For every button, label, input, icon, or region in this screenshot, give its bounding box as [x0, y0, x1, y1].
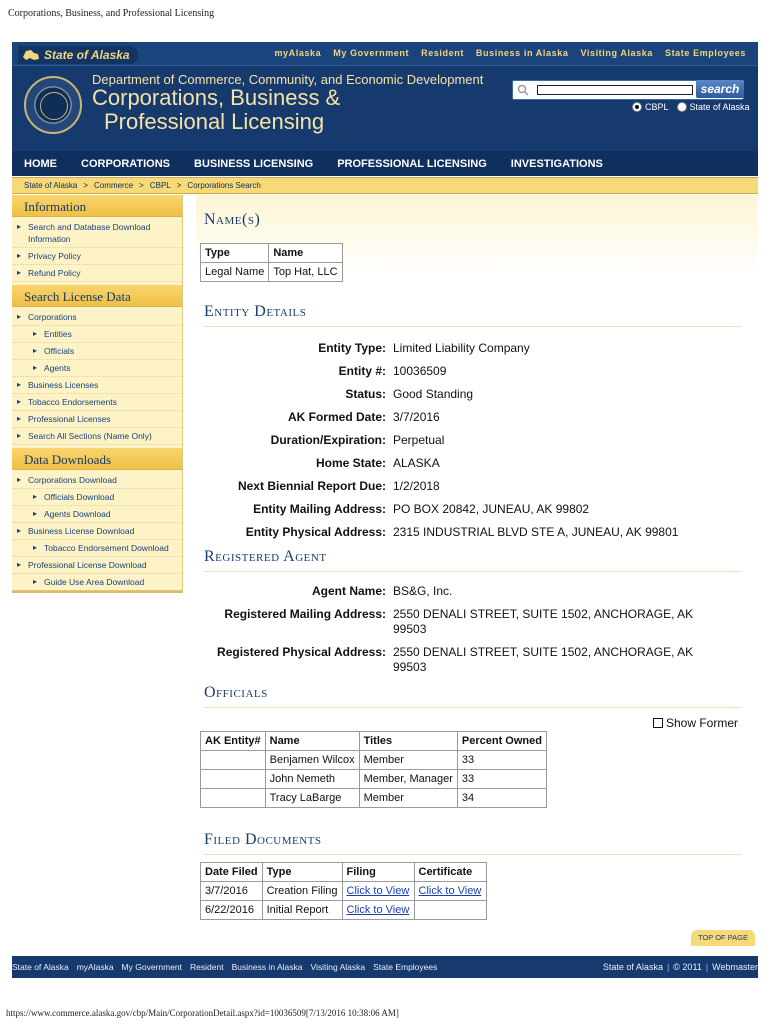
footer-right — [603, 962, 758, 972]
section-title-officials: Officials — [204, 684, 268, 701]
table-cell — [342, 901, 414, 920]
sidebar-heading-data-downloads: Data Downloads — [12, 448, 182, 470]
toplink-my-government[interactable]: My Government — [333, 48, 410, 58]
toplink-resident[interactable]: Resident — [421, 48, 464, 58]
click-to-view-link[interactable]: Click to View — [346, 904, 410, 916]
table-cell: John Nemeth — [265, 770, 359, 789]
alaska-map-icon — [22, 48, 40, 62]
radio-state-of-alaska[interactable] — [677, 102, 750, 112]
click-to-view-link[interactable]: Click to View — [346, 885, 410, 897]
table-header-row — [201, 244, 343, 263]
section-divider — [204, 571, 742, 572]
sidebar-item-officials-download[interactable]: ▸ Officials Download — [12, 489, 182, 506]
sidebar-item-agents[interactable]: ▸ Agents — [12, 360, 182, 377]
officials-table — [200, 731, 547, 808]
footer-link-state-of-alaska[interactable]: State of Alaska — [12, 962, 69, 972]
footer-link-state-employees[interactable]: State Employees — [373, 962, 438, 972]
column-header-filing: Filing — [342, 863, 414, 882]
sidebar-item-search-and-database-download-information[interactable]: ▸ Search and Database Download Information — [12, 219, 182, 248]
footer-state-of-alaska-link[interactable]: State of Alaska — [602, 962, 663, 972]
top-of-page-link[interactable]: TOP OF PAGE — [691, 930, 755, 946]
sidebar-item-officials[interactable]: ▸ Officials — [12, 343, 182, 360]
sidebar-heading-search-license-data: Search License Data — [12, 285, 182, 307]
sidebar-item-entities[interactable]: ▸ Entities — [12, 326, 182, 343]
detail-value: BS&G, Inc. — [393, 584, 453, 598]
table-cell — [201, 751, 266, 770]
table-cell: Member — [359, 789, 457, 808]
table-row — [201, 751, 547, 770]
breadcrumb-commerce[interactable]: Commerce — [94, 181, 134, 190]
detail-label: Duration/Expiration: — [270, 433, 386, 447]
detail-value: Limited Liability Company — [393, 341, 530, 355]
toplink-myalaska[interactable]: myAlaska — [274, 48, 322, 58]
menu-corporations[interactable]: CORPORATIONS — [81, 157, 171, 170]
table-cell — [414, 882, 486, 901]
top-links — [274, 48, 746, 58]
sidebar-item-guide-use-area-download[interactable]: ▸ Guide Use Area Download — [12, 574, 182, 591]
sidebar-heading-information: Information — [12, 195, 182, 217]
division-title-line1: Corporations, Business & — [92, 85, 341, 110]
show-former-checkbox[interactable] — [653, 718, 663, 728]
footer-link-business-in-alaska[interactable]: Business in Alaska — [231, 962, 303, 972]
filed-documents-table — [200, 862, 487, 920]
show-former-toggle[interactable] — [653, 716, 738, 730]
detail-value: PO BOX 20842, JUNEAU, AK 99802 — [393, 502, 590, 516]
section-title-registered-agent: Registered Agent — [204, 548, 327, 565]
table-cell: 34 — [457, 789, 546, 808]
table-cell — [414, 901, 486, 920]
search-icon — [517, 84, 529, 96]
footer-separator: | — [666, 962, 670, 972]
section-divider — [204, 854, 742, 855]
print-page-title: Corporations, Business, and Professional Licensing — [8, 8, 215, 19]
footer-link-visiting-alaska[interactable]: Visiting Alaska — [310, 962, 366, 972]
show-former-label: Show Former — [666, 716, 739, 730]
sidebar-item-corporations-download[interactable]: ▸ Corporations Download — [12, 472, 182, 489]
table-cell — [201, 770, 266, 789]
menu-investigations[interactable]: INVESTIGATIONS — [510, 157, 603, 170]
search-input[interactable] — [537, 85, 693, 95]
sidebar-downloads-list — [12, 470, 182, 594]
table-cell: 6/22/2016 — [201, 901, 263, 920]
click-to-view-link[interactable]: Click to View — [418, 885, 482, 897]
table-cell: Benjamen Wilcox — [265, 751, 359, 770]
table-cell: Creation Filing — [262, 882, 342, 901]
column-header-ak-entity: AK Entity# — [201, 732, 266, 751]
detail-value: Good Standing — [393, 387, 474, 401]
sidebar-information-list — [12, 217, 182, 285]
detail-label: Status: — [345, 387, 386, 401]
sidebar-item-professional-license-download[interactable]: ▸ Professional License Download — [12, 557, 182, 574]
search-scope-radios — [632, 102, 750, 112]
column-header-name: Name — [269, 244, 342, 263]
sidebar-item-tobacco-endorsement-download[interactable]: ▸ Tobacco Endorsement Download — [12, 540, 182, 557]
footer-link-myalaska[interactable]: myAlaska — [76, 962, 114, 972]
toplink-visiting-alaska[interactable]: Visiting Alaska — [580, 48, 653, 58]
toplink-state-employees[interactable]: State Employees — [664, 48, 746, 58]
table-cell: 33 — [457, 770, 546, 789]
main-menu — [12, 151, 758, 176]
sidebar-item-business-license-download[interactable]: ▸ Business License Download — [12, 523, 182, 540]
department-name: Department of Commerce, Community, and Economic Development — [92, 72, 484, 87]
table-cell: Member — [359, 751, 457, 770]
main-content — [196, 195, 758, 945]
sidebar-item-professional-licenses[interactable]: ▸ Professional Licenses — [12, 411, 182, 428]
table-cell: 3/7/2016 — [201, 882, 263, 901]
division-title[interactable] — [92, 86, 340, 134]
table-cell: Member, Manager — [359, 770, 457, 789]
footer-link-resident[interactable]: Resident — [190, 962, 224, 972]
breadcrumb-separator: > — [139, 181, 144, 190]
sidebar-item-tobacco-endorsements[interactable]: ▸ Tobacco Endorsements — [12, 394, 182, 411]
menu-home[interactable]: HOME — [24, 157, 57, 170]
table-row — [201, 882, 487, 901]
radio-button-selected[interactable] — [632, 102, 642, 112]
sidebar-item-corporations[interactable]: ▸ Corporations — [12, 309, 182, 326]
table-cell — [201, 789, 266, 808]
detail-label: Entity Mailing Address: — [253, 502, 386, 516]
column-header-certificate: Certificate — [414, 863, 486, 882]
detail-value: 10036509 — [393, 364, 447, 378]
detail-value: 2550 DENALI STREET, SUITE 1502, ANCHORAGE, AK 99503 — [393, 645, 694, 674]
breadcrumb-cbpl[interactable]: CBPL — [149, 181, 171, 190]
footer-copyright: © 2011 — [673, 962, 702, 972]
detail-label: Entity Physical Address: — [245, 525, 386, 539]
site-header — [12, 42, 758, 154]
top-nav-bar — [12, 42, 758, 66]
column-header-percent-owned: Percent Owned — [457, 732, 546, 751]
detail-value: 1/2/2018 — [393, 479, 440, 493]
sidebar-search-list — [12, 307, 182, 448]
breadcrumb — [12, 177, 758, 194]
names-table — [200, 243, 343, 282]
table-cell: 33 — [457, 751, 546, 770]
footer-link-my-government[interactable]: My Government — [121, 962, 183, 972]
search-button[interactable]: search — [696, 80, 744, 98]
breadcrumb-separator: > — [176, 181, 182, 190]
detail-label: Registered Mailing Address: — [224, 607, 386, 621]
table-header-row — [201, 732, 547, 751]
table-row — [201, 770, 547, 789]
sidebar-item-search-all-sections-name-only[interactable]: ▸ Search All Sections (Name Only) — [12, 428, 182, 445]
table-row — [201, 789, 547, 808]
state-of-alaska-logo[interactable] — [18, 46, 138, 64]
table-row — [201, 263, 343, 282]
detail-label: Home State: — [315, 456, 386, 470]
breadcrumb-separator: > — [83, 181, 89, 190]
section-title-entity-details: Entity Details — [204, 303, 307, 320]
column-header-type: Type — [201, 244, 269, 263]
breadcrumb-corporations-search[interactable]: Corporations Search — [187, 181, 261, 190]
sidebar — [12, 195, 183, 593]
detail-label: Registered Physical Address: — [217, 645, 386, 659]
footer-separator: | — [705, 962, 709, 972]
column-header-date-filed: Date Filed — [201, 863, 263, 882]
breadcrumb-state-of-alaska[interactable]: State of Alaska — [24, 181, 78, 190]
sidebar-item-business-licenses[interactable]: ▸ Business Licenses — [12, 377, 182, 394]
column-header-name: Name — [265, 732, 359, 751]
table-cell: Initial Report — [262, 901, 342, 920]
detail-value: 3/7/2016 — [393, 410, 440, 424]
detail-label: Entity Type: — [318, 341, 386, 355]
section-divider — [204, 326, 742, 327]
footer-webmaster-link[interactable]: Webmaster — [712, 962, 758, 972]
column-header-type: Type — [262, 863, 342, 882]
detail-label: AK Formed Date: — [287, 410, 386, 424]
menu-professional-licensing[interactable]: PROFESSIONAL LICENSING — [337, 157, 487, 170]
radio-cbpl-label: CBPL — [645, 102, 669, 112]
radio-state-label: State of Alaska — [689, 102, 750, 112]
radio-button[interactable] — [677, 102, 687, 112]
table-cell — [342, 882, 414, 901]
table-cell: Tracy LaBarge — [265, 789, 359, 808]
state-logo-text: State of Alaska — [44, 48, 130, 62]
section-title-filed-documents: Filed Documents — [204, 831, 322, 848]
state-seal-image — [24, 76, 82, 134]
sidebar-item-privacy-policy[interactable]: ▸ Privacy Policy — [12, 248, 182, 265]
sidebar-item-agents-download[interactable]: ▸ Agents Download — [12, 506, 182, 523]
detail-label: Next Biennial Report Due: — [237, 479, 386, 493]
table-cell: Legal Name — [201, 263, 269, 282]
menu-business-licensing[interactable]: BUSINESS LICENSING — [194, 157, 314, 170]
footer-links — [12, 962, 437, 972]
detail-label: Entity #: — [338, 364, 386, 378]
detail-value: Perpetual — [393, 433, 445, 447]
column-header-titles: Titles — [359, 732, 457, 751]
sidebar-item-refund-policy[interactable]: ▸ Refund Policy — [12, 265, 182, 282]
table-cell: Top Hat, LLC — [269, 263, 342, 282]
section-title-names: Name(s) — [204, 211, 261, 228]
radio-cbpl[interactable] — [632, 102, 669, 112]
detail-label: Agent Name: — [311, 584, 386, 598]
site-footer — [12, 956, 758, 978]
detail-value: 2550 DENALI STREET, SUITE 1502, ANCHORAGE, AK 99503 — [393, 607, 694, 636]
table-header-row — [201, 863, 487, 882]
toplink-business-in-alaska[interactable]: Business in Alaska — [475, 48, 569, 58]
division-title-line2: Professional Licensing — [104, 109, 325, 134]
detail-value: 2315 INDUSTRIAL BLVD STE A, JUNEAU, AK 99801 — [393, 525, 679, 539]
section-divider — [204, 707, 742, 708]
detail-value: ALASKA — [393, 456, 440, 470]
print-page-url: https://www.commerce.alaska.gov/cbp/Main/CorporationDetail.aspx?id=10036509[7/13/2016 10:38:06 AM] — [6, 1008, 399, 1018]
table-row — [201, 901, 487, 920]
